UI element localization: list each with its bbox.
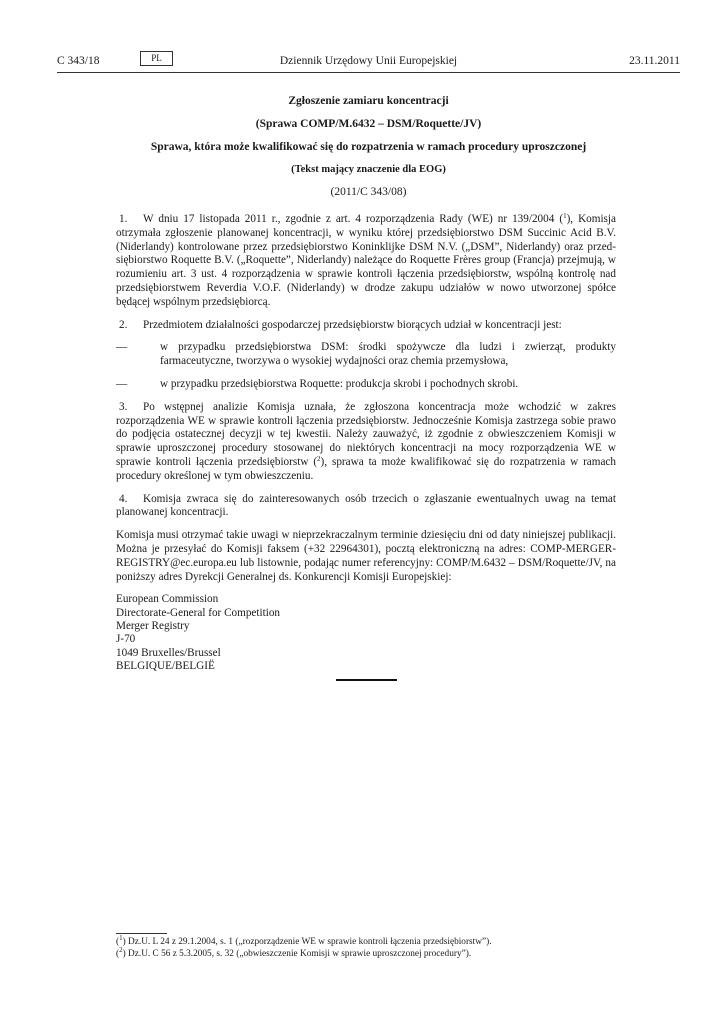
paragraph-text: Po wstępnej analizie Komisja uznała, że zgłoszona koncentracja może wchodzić w zakres rozporządzenia WE w sprawie kontroli łączenia przedsiębiorstw. Jednocześnie Komisja zastrzega sobie prawo do podjęcia ostatecznej decyzji w tej kwestii. Należy zauważyć, iż zgodnie z obwieszczeniem Komisji w sprawie uproszczonej procedury stosowanej do niektórych koncentracji na mocy rozporządzenia WE w sprawie kontroli łączenia przedsiębiorstw ( [116, 400, 616, 468]
footnote-divider [116, 933, 167, 934]
page-header [57, 51, 680, 71]
paragraph-1 [116, 213, 616, 310]
address-line: J-70 [116, 633, 136, 646]
address-line: BELGIQUE/BELGIË [116, 659, 215, 672]
paragraph-text: Komisja zwraca się do zainteresowanych osób trzecich o zgłaszanie ewentualnych uwag na temat planowanej koncentracji. [116, 492, 616, 519]
paragraph-text: ), Komisja otrzymała zgłoszenie planowanej koncentracji, w wyniku której przedsiębiorstwo DSM Succinic Acid B.V. (Niderlandy) kontrolowane przez przedsiębiorstwo Koninklijke DSM N.V. („DSM”, Niderlandy) oraz przedsiębiorstwo Roquette B.V. („Roquette”, Niderlandy) należące do Roquette Frères group (Francja) przejmują, w rozumieniu art. 3 ust. 4 rozporządzenia w sprawie kontroli łączenia przedsiębiorstw, wspólną kontrolę nad przedsiębiorstwem Reverdia V.O.F. (Niderlandy) w drodze zakupu udziałów w nowo utworzonej spółce będącej wspólnym przedsiębiorcą. [116, 213, 616, 308]
dash-marker: — [116, 377, 128, 390]
list-item-text: w przypadku przedsiębiorstwa DSM: środki spożywcze dla ludzi i zwierząt, produkty farmaceutyczne, tworzywa o wysokiej wydajności oraz chemia przemysłowa, [160, 341, 616, 368]
document-reference: (2011/C 343/08) [330, 186, 407, 198]
address-line: European Commission [116, 593, 219, 606]
case-number: (Sprawa COMP/M.6432 – DSM/Roquette/JV) [255, 118, 482, 130]
publication-date: 23.11.2011 [629, 55, 680, 67]
footnote-ref-2[interactable]: 2 [317, 454, 321, 463]
footnote-mark: 2 [119, 946, 123, 954]
footnote-ref-1[interactable]: 1 [563, 212, 567, 220]
address-line: 1049 Bruxelles/Brussel [116, 646, 221, 659]
paragraph-text: W dniu 17 listopada 2011 r., zgodnie z art. 4 rozporządzenia Rady (WE) nr 139/2004 ( [143, 213, 564, 225]
footnote-text: Dz.U. C 56 z 5.3.2005, s. 32 („obwieszczenie Komisji w sprawie uproszczonej procedury”). [128, 949, 472, 959]
list-item [116, 341, 616, 369]
footnote: ($^1$) Dz.U. L 24 z 29.1.2004, s. 1 („rozporządzenie WE w sprawie kontroli łączenia przedsiębiorstw”). [116, 934, 492, 947]
journal-title: Dziennik Urzędowy Unii Europejskiej [279, 55, 458, 67]
address-line: Directorate-General for Competition [116, 606, 281, 619]
footnote-text: Dz.U. L 24 z 29.1.2004, s. 1 („rozporządzenie WE w sprawie kontroli łączenia przedsiębiorstw”). [128, 937, 492, 947]
paragraph-text: ), sprawa ta może kwalifikować się do rozpatrzenia w ramach procedury określonej w tym obwieszczeniu. [116, 455, 616, 482]
notice-body [116, 213, 616, 673]
footnote: ($^2$) Dz.U. C 56 z 5.3.2005, s. 32 („obwieszczenie Komisji w sprawie uproszczonej procedury”). [116, 946, 472, 959]
footnote-mark: 1 [119, 934, 123, 942]
list-item [116, 378, 616, 392]
notice-titles [57, 93, 680, 200]
paragraph-number: 3. [119, 400, 128, 413]
address-line: Merger Registry [116, 619, 190, 632]
paragraph-number: 2. [119, 318, 128, 331]
paragraph-2 [116, 319, 616, 333]
notice-subtitle: Sprawa, która może kwalifikować się do rozpatrzenia w ramach procedury uproszczonej [150, 141, 587, 153]
end-of-notice-rule [336, 679, 397, 681]
dash-marker: — [116, 341, 128, 354]
notice-title: Zgłoszenie zamiaru koncentracji [288, 95, 449, 107]
eea-relevance: (Tekst mający znaczenie dla EOG) [291, 164, 446, 175]
paragraph-text: Przedmiotem działalności gospodarczej przedsiębiorstw biorących udział w koncentracji jest: [143, 318, 562, 331]
paragraph-number: 4. [119, 492, 128, 505]
paragraph-5: Komisja musi otrzymać takie uwagi w nieprzekraczalnym terminie dziesięciu dni od daty niniejszej publikacji. Można je przesyłać do Komisji faksem (+32 22964301), pocztą elektroniczną na adres: COMP-MERGER-REGISTRY@ec.europa.eu lub listownie, podając numer referencyjny: COMP/M.6432 – DSM/Roquette/JV, na poniższy adres Dyrekcji Generalnej ds. Konkurencji Komisji Europejskiej: [116, 529, 616, 583]
list-item-text: w przypadku przedsiębiorstwa Roquette: produkcja skrobi i pochodnych skrobi. [160, 377, 519, 390]
language-badge: PL [140, 51, 173, 66]
postal-address [116, 593, 616, 673]
footnotes [116, 936, 616, 960]
paragraph-4 [116, 493, 616, 521]
header-divider [57, 72, 680, 73]
paragraph-number: 1. [119, 213, 128, 225]
page-reference: C 343/18 [57, 55, 100, 67]
paragraph-3 [116, 401, 616, 484]
